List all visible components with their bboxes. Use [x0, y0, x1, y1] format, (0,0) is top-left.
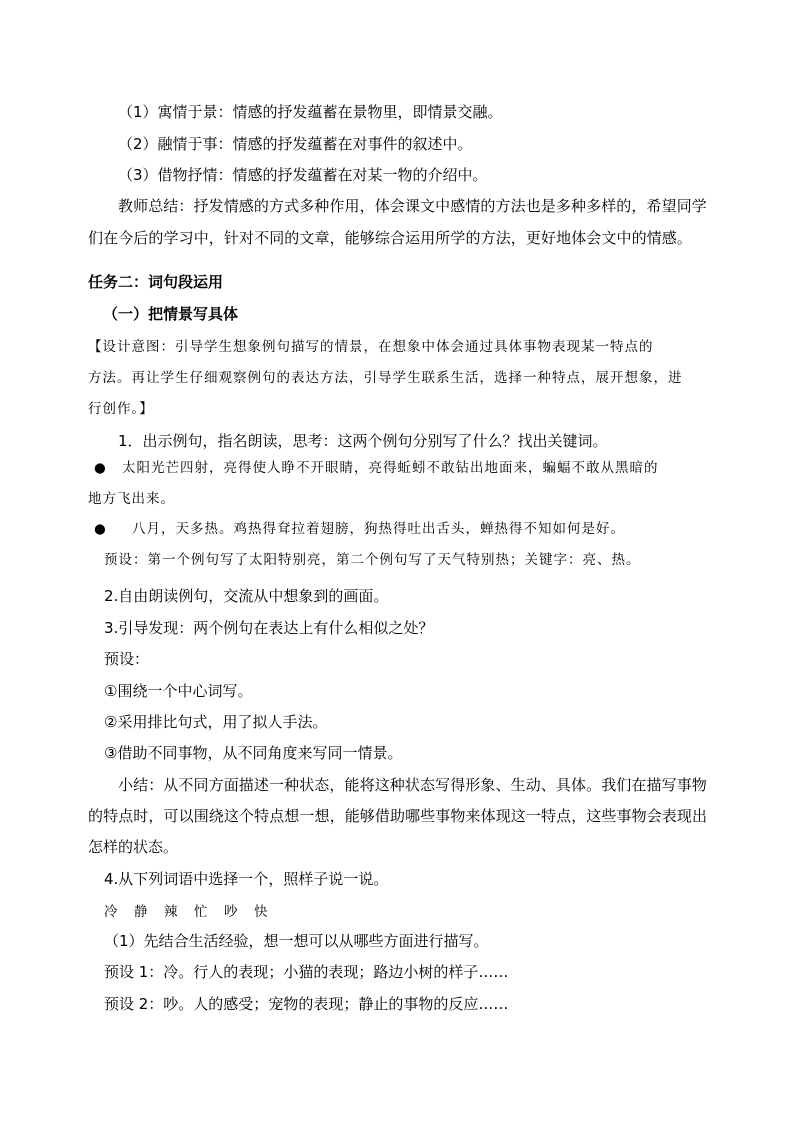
- word-choice: 辣: [164, 904, 178, 920]
- point-2: ②采用排比句式，用了拟人手法。: [104, 713, 328, 731]
- word-choice: 冷: [104, 904, 118, 920]
- example-sentence-1: [94, 458, 659, 478]
- task-heading: 任务二：词句段运用: [88, 273, 224, 291]
- design-intent-line-1: 【设计意图：引导学生想象例句描写的情景，在想象中体会通过具体事物表现某一特点的: [88, 339, 654, 355]
- example-sentence-1-cont: 地方飞出来。: [88, 491, 175, 507]
- teacher-summary-line-2: 们在今后的学习中，针对不同的文章，能够综合运用所学的方法，更好地体会文中的情感。: [88, 229, 693, 247]
- sub-step-1: （1）先结合生活经验，想一想可以从哪些方面进行描写。: [104, 932, 489, 950]
- word-choices: [104, 901, 284, 922]
- conclusion-line-2: 的特点时，可以围绕这个特点想一想，能够借助哪些事物来体现这一特点，这些事物会表现出: [88, 807, 708, 825]
- word-choice: 忙: [194, 904, 208, 920]
- word-choice: 静: [134, 904, 148, 920]
- step-1: 1．出示例句，指名朗读，思考：这两个例句分别写了什么？找出关键词。: [118, 432, 608, 450]
- point-1: ①围绕一个中心词写。: [104, 682, 253, 700]
- step-3: 3.引导发现：两个例句在表达上有什么相似之处？: [104, 619, 434, 637]
- method-item-2: （2）融情于事：情感的抒发蕴蓄在对事件的叙述中。: [118, 135, 473, 153]
- point-3: ③借助不同事物，从不同角度来写同一情景。: [104, 744, 403, 762]
- preset-label: 预设：: [104, 650, 150, 668]
- conclusion-line-3: 怎样的状态。: [88, 838, 179, 856]
- step-4: 4.从下列词语中选择一个，照样子说一说。: [104, 870, 389, 888]
- preset-noisy: 预设 2：吵。人的感受；宠物的表现；静止的事物的反应……: [104, 995, 509, 1013]
- method-item-1: （1）寓情于景：情感的抒发蕴蓄在景物里，即情景交融。: [118, 103, 503, 121]
- method-item-3: （3）借物抒情：情感的抒发蕴蓄在对某一物的介绍中。: [118, 166, 488, 184]
- design-intent-line-3: 行创作。】: [88, 401, 154, 417]
- design-intent-line-2: 方法。再让学生仔细观察例句的表达方法，引导学生联系生活，选择一种特点，展开想象，进: [88, 370, 683, 386]
- preset-cold: 预设 1：冷。行人的表现；小猫的表现；路边小树的样子……: [104, 963, 509, 981]
- bullet-icon: ●: [94, 521, 107, 537]
- preset-answer-1: 预设：第一个例句写了太阳特别亮，第二个例句写了天气特别热；关键字：亮、热。: [104, 552, 641, 568]
- section-heading: （一）把情景写具体: [103, 305, 239, 323]
- word-choice: 吵: [224, 904, 238, 920]
- bullet-icon: ●: [94, 460, 107, 476]
- example-2-text: 八月，天多热。鸡热得耷拉着翅膀，狗热得吐出舌头，蝉热得不知如何是好。: [132, 521, 625, 537]
- conclusion-line-1: 小结：从不同方面描述一种状态，能将这种状态写得形象、生动、具体。我们在描写事物: [118, 776, 707, 794]
- example-1-text: 太阳光芒四射，亮得使人睁不开眼睛，亮得蚯蚓不敢钻出地面来，蝙蝠不敢从黑暗的: [122, 460, 659, 476]
- step-2: 2.自由朗读例句，交流从中想象到的画面。: [104, 587, 389, 605]
- word-choice: 快: [254, 904, 268, 920]
- example-sentence-2: [94, 519, 625, 539]
- teacher-summary-line-1: 教师总结：抒发情感的方式多种作用，体会课文中感情的方法也是多种多样的，希望同学: [118, 197, 707, 215]
